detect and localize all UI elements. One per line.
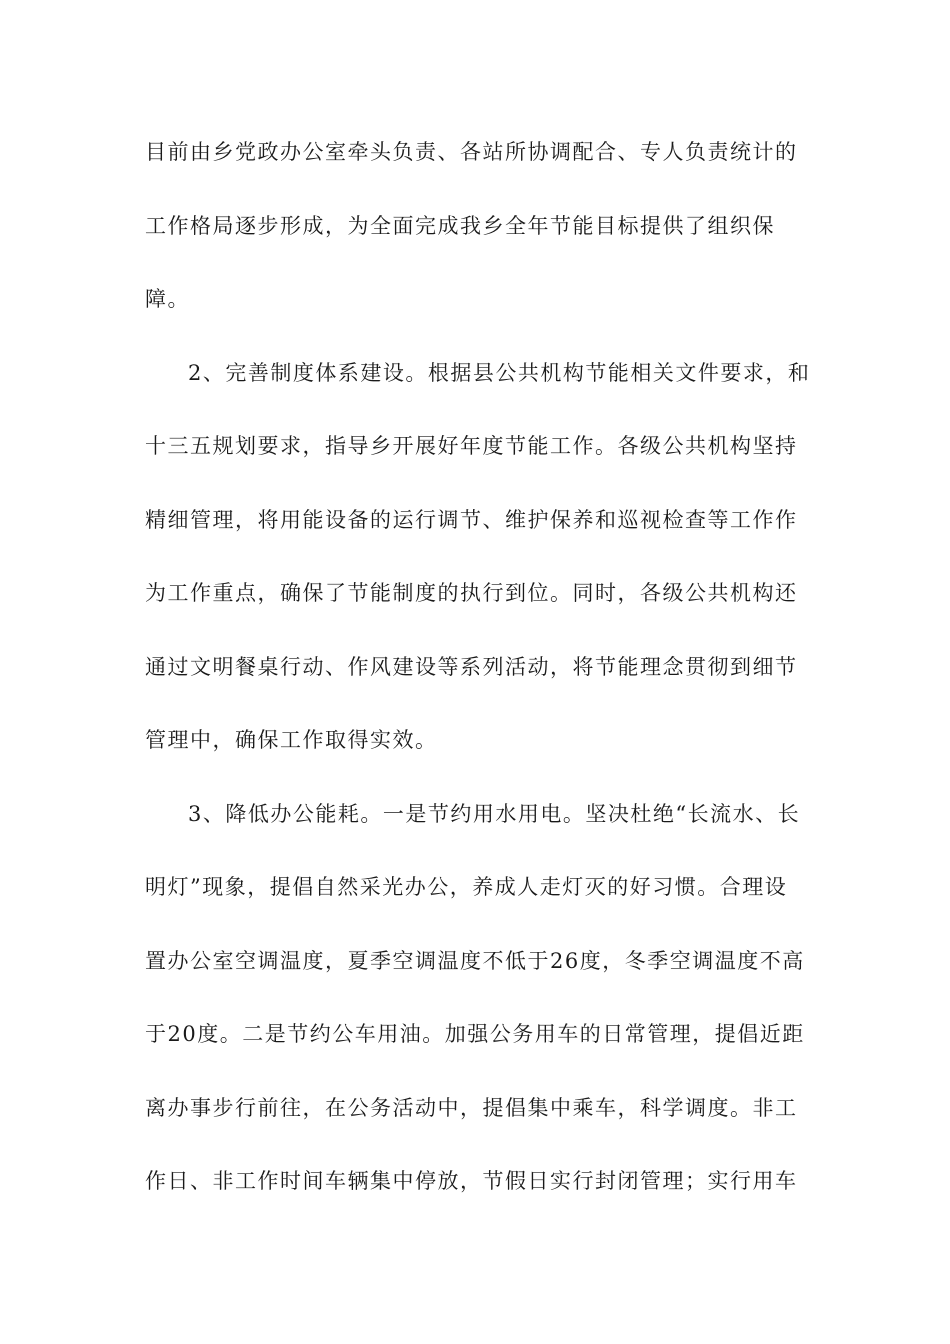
text-line: 明灯”现象，提倡自然采光办公，养成人走灯灭的好习惯。合理设 <box>145 875 788 899</box>
text-line: 精细管理，将用能设备的运行调节、维护保养和巡视检查等工作作 <box>145 507 798 532</box>
text-line: 通过文明餐桌行动、作风建设等系列活动，将节能理念贯彻到细节 <box>145 654 798 679</box>
text-line: 离办事步行前往，在公务活动中，提倡集中乘车，科学调度。非工 <box>145 1095 798 1120</box>
text-line: 于20度。二是节约公车用油。加强公务用车的日常管理，提倡近距 <box>145 1022 805 1046</box>
text-line: 目前由乡党政办公室牵头负责、各站所协调配合、专人负责统计的 <box>145 140 798 164</box>
text-line: 置办公室空调温度，夏季空调温度不低于26度，冬季空调温度不高 <box>145 948 805 973</box>
paragraph-start-line: 3、降低办公能耗。一是节约用水用电。坚决杜绝“长流水、长 <box>188 801 801 826</box>
document-body <box>145 124 811 1227</box>
text-line: 障。 <box>145 287 190 311</box>
text-line: 作日、非工作时间车辆集中停放，节假日实行封闭管理；实行用车 <box>145 1169 798 1193</box>
paragraph-start-line: 2、完善制度体系建设。根据县公共机构节能相关文件要求，和 <box>188 360 811 385</box>
text-line: 工作格局逐步形成，为全面完成我乡全年节能目标提供了组织保 <box>145 213 775 238</box>
text-line: 十三五规划要求，指导乡开展好年度节能工作。各级公共机构坚持 <box>145 434 798 458</box>
text-line: 为工作重点，确保了节能制度的执行到位。同时，各级公共机构还 <box>145 581 798 605</box>
text-line: 管理中，确保工作取得实效。 <box>145 728 438 752</box>
